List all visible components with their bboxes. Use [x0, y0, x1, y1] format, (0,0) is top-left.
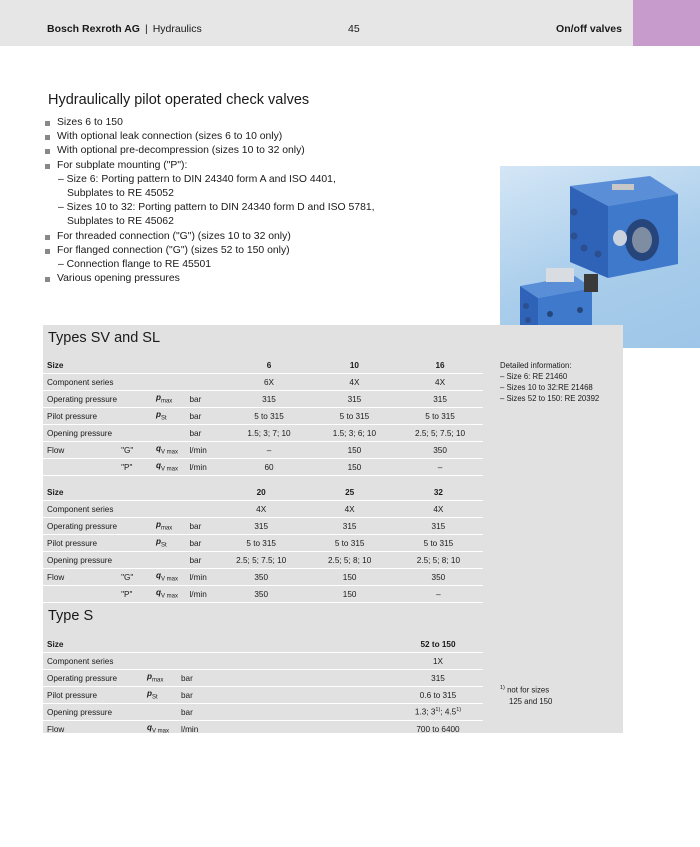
symbol-cell — [152, 552, 186, 569]
value-cell: 315 — [393, 670, 483, 687]
table-row — [43, 459, 483, 476]
row-label: Component series — [43, 374, 117, 391]
value-cell: 25 — [306, 484, 394, 501]
value-cell: 150 — [306, 586, 394, 603]
symbol-cell — [143, 721, 177, 738]
value-part: 1.3; 3 — [414, 707, 436, 717]
value-cell: 0.6 to 315 — [393, 687, 483, 704]
unit-cell: l/min — [185, 459, 226, 476]
value-cell: 315 — [397, 391, 483, 408]
row-sublabel — [117, 357, 152, 374]
row-label: Size — [43, 636, 143, 653]
row-label: Component series — [43, 653, 143, 670]
value-cell: 5 to 315 — [217, 535, 306, 552]
symbol-cell — [152, 408, 186, 425]
value-cell: 1X — [393, 653, 483, 670]
symbol-cell — [152, 425, 186, 442]
unit-cell: bar — [185, 518, 216, 535]
value-cell: 350 — [217, 569, 306, 586]
unit-cell — [185, 357, 226, 374]
value-cell: 6X — [226, 374, 311, 391]
valve-illustration — [500, 166, 700, 348]
unit-cell — [185, 501, 216, 518]
unit-cell — [177, 653, 393, 670]
row-label: Operating pressure — [43, 518, 117, 535]
symbol-subscript: max — [160, 398, 173, 405]
row-sublabel — [117, 374, 152, 391]
table-row — [43, 535, 483, 552]
symbol-subscript: St — [152, 694, 158, 701]
unit-cell: l/min — [185, 442, 226, 459]
detail-information — [500, 360, 599, 404]
table-row — [43, 484, 483, 501]
unit-cell: l/min — [185, 586, 216, 603]
unit-cell — [185, 374, 226, 391]
feature-item: Various opening pressures — [44, 272, 375, 286]
row-label: Operating pressure — [43, 670, 143, 687]
value-cell: 2.5; 5; 8; 10 — [306, 552, 394, 569]
value-cell: 5 to 315 — [397, 408, 483, 425]
value-cell: 150 — [306, 569, 394, 586]
unit-cell: bar — [185, 552, 216, 569]
symbol-cell — [152, 501, 186, 518]
value-cell: 20 — [217, 484, 306, 501]
value-cell: 5 to 315 — [394, 535, 483, 552]
row-sublabel — [117, 391, 152, 408]
value-cell: 700 to 6400 — [393, 721, 483, 738]
symbol-cell — [143, 653, 177, 670]
value-cell: 32 — [394, 484, 483, 501]
footnote-line: 125 and 150 — [509, 696, 553, 706]
table-row — [43, 636, 483, 653]
row-label: Pilot pressure — [43, 535, 117, 552]
table-row — [43, 408, 483, 425]
row-label: Pilot pressure — [43, 687, 143, 704]
symbol: q — [147, 723, 153, 733]
spec-table-type-s — [43, 636, 483, 738]
symbol: p — [155, 520, 161, 530]
row-sublabel — [117, 408, 152, 425]
row-sublabel — [117, 501, 152, 518]
symbol: p — [155, 410, 161, 420]
table-row — [43, 569, 483, 586]
value-cell: 315 — [226, 391, 311, 408]
feature-item: For subplate mounting ("P"): — [44, 159, 375, 173]
footnote-mark: 1) — [500, 685, 505, 691]
table-row — [43, 357, 483, 374]
symbol-cell — [152, 357, 186, 374]
detail-line: Detailed information: — [500, 361, 572, 370]
value-cell: 315 — [217, 518, 306, 535]
table-row — [43, 586, 483, 603]
detail-line: – Sizes 52 to 150: RE 20392 — [500, 394, 600, 403]
feature-item: – Connection flange to RE 45501 — [58, 259, 212, 271]
unit-cell — [185, 484, 216, 501]
feature-item: – Size 6: Porting pattern to DIN 24340 form A and ISO 4401, — [58, 173, 336, 185]
symbol-subscript: V max — [160, 449, 178, 456]
page-header — [0, 0, 700, 46]
table-row — [43, 687, 483, 704]
value-cell: 60 — [226, 459, 311, 476]
table-row — [43, 670, 483, 687]
table-row — [43, 501, 483, 518]
value-cell: 5 to 315 — [306, 535, 394, 552]
feature-item: Subplates to RE 45052 — [67, 188, 174, 200]
feature-item: For flanged connection ("G") (sizes 52 to 150 only) — [44, 244, 375, 258]
symbol: p — [147, 672, 153, 682]
symbol-cell — [152, 569, 186, 586]
value-cell: 150 — [312, 442, 397, 459]
table-row — [43, 518, 483, 535]
company-line: Bosch Rexroth AG | Hydraulics — [47, 23, 202, 35]
value-cell: 4X — [397, 374, 483, 391]
table-row — [43, 374, 483, 391]
value-cell: 4X — [306, 501, 394, 518]
value-cell: 150 — [312, 459, 397, 476]
detail-line: – Sizes 10 to 32:RE 21468 — [500, 383, 593, 392]
value-cell: 1.5; 3; 6; 10 — [312, 425, 397, 442]
symbol-cell — [143, 670, 177, 687]
value-cell: 1.5; 3; 7; 10 — [226, 425, 311, 442]
value-cell: 2.5; 5; 7.5; 10 — [217, 552, 306, 569]
value-cell: 5 to 315 — [226, 408, 311, 425]
value-cell: 52 to 150 — [393, 636, 483, 653]
value-cell: 4X — [394, 501, 483, 518]
row-sublabel — [117, 535, 152, 552]
value-cell: 315 — [394, 518, 483, 535]
symbol-subscript: V max — [160, 466, 178, 473]
value-cell: 350 — [397, 442, 483, 459]
unit-cell: bar — [185, 425, 226, 442]
row-label: Operating pressure — [43, 391, 117, 408]
symbol: p — [147, 689, 153, 699]
symbol: q — [155, 571, 161, 581]
symbol-subscript: St — [160, 542, 167, 549]
unit-cell: bar — [185, 408, 226, 425]
row-sublabel: "P" — [117, 586, 152, 603]
symbol-cell — [152, 391, 186, 408]
value-cell: 4X — [312, 374, 397, 391]
symbol-cell — [152, 374, 186, 391]
footnote-ref: 1) — [456, 707, 462, 714]
row-label — [43, 586, 117, 603]
value-cell: 10 — [312, 357, 397, 374]
feature-item: With optional leak connection (sizes 6 to 10 only) — [44, 130, 375, 144]
row-label: Size — [43, 357, 117, 374]
footnote — [500, 683, 552, 707]
symbol: q — [155, 461, 161, 471]
division-name: Hydraulics — [152, 23, 202, 35]
value-cell — [393, 704, 483, 721]
row-label: Opening pressure — [43, 704, 143, 721]
feature-item: For threaded connection ("G") (sizes 10 to 32 only) — [44, 230, 375, 244]
unit-cell: bar — [177, 704, 393, 721]
table-row — [43, 653, 483, 670]
feature-item: Sizes 6 to 150 — [44, 116, 375, 130]
symbol-cell — [152, 518, 186, 535]
footnote-ref: 1) — [435, 707, 441, 714]
row-label: Opening pressure — [43, 425, 117, 442]
row-label — [43, 459, 117, 476]
section-tab — [633, 0, 700, 46]
value-cell: 315 — [306, 518, 394, 535]
symbol: q — [155, 588, 161, 598]
value-cell: – — [226, 442, 311, 459]
symbol: p — [155, 537, 161, 547]
product-photo — [500, 166, 700, 348]
section-name: On/off valves — [556, 23, 622, 35]
unit-cell: bar — [185, 535, 216, 552]
feature-item: With optional pre-decompression (sizes 10 to 32 only) — [44, 144, 375, 158]
unit-cell: l/min — [177, 721, 393, 738]
symbol-cell — [152, 535, 186, 552]
spec-table-sizes-6-16 — [43, 357, 483, 476]
unit-cell: bar — [177, 670, 393, 687]
symbol-subscript: St — [160, 415, 167, 422]
row-label: Flow — [43, 721, 143, 738]
row-sublabel — [117, 425, 152, 442]
table-row — [43, 704, 483, 721]
value-cell: – — [397, 459, 483, 476]
types-sv-sl-title: Types SV and SL — [48, 330, 161, 346]
symbol: q — [155, 444, 161, 454]
row-label: Component series — [43, 501, 117, 518]
page-number: 45 — [348, 23, 360, 35]
value-cell: 350 — [217, 586, 306, 603]
value-part: ; 4.5 — [440, 707, 457, 717]
row-sublabel: "G" — [117, 569, 152, 586]
symbol-subscript: max — [160, 525, 173, 532]
feature-item: Subplates to RE 45062 — [67, 216, 174, 228]
table-row — [43, 552, 483, 569]
value-cell: – — [394, 586, 483, 603]
row-label: Flow — [43, 442, 117, 459]
symbol: p — [155, 393, 161, 403]
symbol-cell — [152, 442, 186, 459]
symbol-cell — [152, 459, 186, 476]
symbol-cell — [143, 704, 177, 721]
page-title: Hydraulically pilot operated check valves — [48, 92, 310, 108]
symbol-cell — [152, 586, 186, 603]
spec-table-sizes-20-32 — [43, 484, 483, 603]
unit-cell: l/min — [185, 569, 216, 586]
symbol-cell — [143, 636, 177, 653]
detail-line: – Size 6: RE 21460 — [500, 372, 568, 381]
feature-item: – Sizes 10 to 32: Porting pattern to DIN 24340 form D and ISO 5781, — [58, 202, 375, 214]
value-cell: 315 — [312, 391, 397, 408]
row-sublabel: "P" — [117, 459, 152, 476]
symbol-subscript: V max — [160, 593, 178, 600]
symbol-subscript: V max — [160, 576, 178, 583]
row-label: Flow — [43, 569, 117, 586]
row-sublabel: "G" — [117, 442, 152, 459]
row-label: Size — [43, 484, 117, 501]
value-cell: 6 — [226, 357, 311, 374]
unit-cell: bar — [185, 391, 226, 408]
symbol-subscript: V max — [152, 728, 170, 735]
company-name: Bosch Rexroth AG — [47, 23, 140, 35]
row-sublabel — [117, 552, 152, 569]
table-row — [43, 391, 483, 408]
feature-list — [44, 116, 375, 286]
value-cell: 5 to 315 — [312, 408, 397, 425]
row-label: Opening pressure — [43, 552, 117, 569]
unit-cell: bar — [177, 687, 393, 704]
table-row — [43, 721, 483, 738]
symbol-subscript: max — [152, 677, 164, 684]
value-cell: 350 — [394, 569, 483, 586]
row-sublabel — [117, 484, 152, 501]
value-cell: 4X — [217, 501, 306, 518]
table-row — [43, 425, 483, 442]
footnote-line: not for sizes — [507, 685, 550, 695]
symbol-cell — [143, 687, 177, 704]
value-cell: 2.5; 5; 8; 10 — [394, 552, 483, 569]
table-row — [43, 442, 483, 459]
unit-cell — [177, 636, 393, 653]
value-cell: 16 — [397, 357, 483, 374]
row-sublabel — [117, 518, 152, 535]
value-cell: 2.5; 5; 7.5; 10 — [397, 425, 483, 442]
symbol-cell — [152, 484, 186, 501]
type-s-title: Type S — [48, 608, 94, 624]
row-label: Pilot pressure — [43, 408, 117, 425]
